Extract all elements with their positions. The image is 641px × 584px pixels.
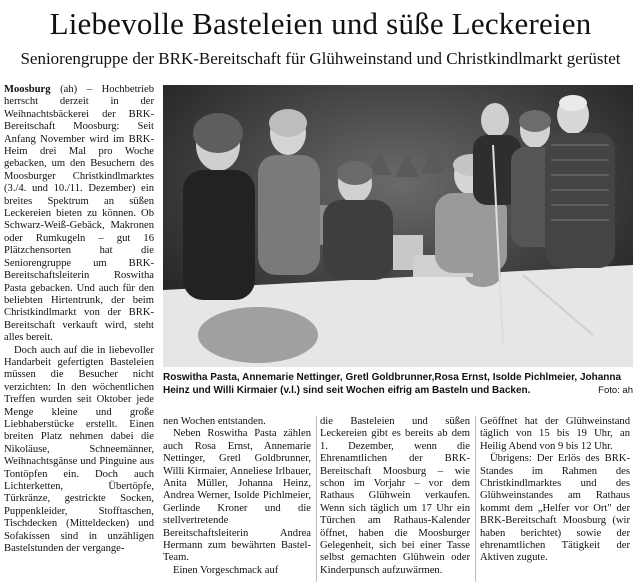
article-column-2 xyxy=(163,416,311,582)
column-divider xyxy=(316,416,317,582)
paragraph-text: (ah) – Hochbetrieb herrscht derzeit in der Weihnachtsbäckerei der BRK-Bereitschaft Moosburg: Seit Anfang November wird im BRK-Heim drei Mal pro Woche gebacken, um den Besuchern des Moosburger Christkindlmarktes (3./4. und 10./11. Dezember) ein breites Spektrum an süßen Leckereien bieten zu können. Ob Schwarz-Weiß-Gebäck, Makronen oder Rumkugeln – gut 16 Plätzchensorten hat die Seniorengruppe um BRK-Bereitschaftsleiterin Roswitha Pasta gebacken. Und auch für den beliebten Hirtentrunk, der beim Christkindlmarkt von der BRK-Bereitschaft verkauft wird, steht alles bereit. xyxy=(4,84,154,344)
paragraph: Einen Vorgeschmack auf xyxy=(173,564,279,576)
photo-illustration xyxy=(163,85,633,367)
paragraph: die Basteleien und süßen Leckereien gibt es bereits ab dem 1. Dezember, wenn die Ehrenamtlichen der BRK-Bereitschaft Moosburg – wie schon im Vorjahr – vor dem Rathaus Glühwein verkaufen. Wenn sich täglich um 17 Uhr ein Türchen am Rathaus-Kalender öffnet, haben die Moosburger Gelegenheit, sich bei einer Tasse selbst gemachten Glühwein oder Kinderpunsch aufzuwärmen. xyxy=(320,416,470,576)
subheadline: Seniorengruppe der BRK-Bereitschaft für Glühweinstand und Christkindlmarkt gerüstet xyxy=(20,49,621,68)
article-column-1 xyxy=(4,84,154,582)
paragraph: Geöffnet hat der Glühweinstand täglich von 15 bis 19 Uhr, an Heilig Abend von 9 bis 12 Uhr. xyxy=(480,416,630,452)
dateline: Moosburg xyxy=(4,84,51,95)
caption-text: Roswitha Pasta, Annemarie Nettinger, Gretl Goldbrunner,Rosa Ernst, Isolde Pichlmeier, Johanna Heinz und Willi Kirmaier (v.l.) sind seit Wochen eifrig am Basteln und Backen. xyxy=(163,372,622,396)
article-column-4 xyxy=(480,416,630,582)
article-column-3 xyxy=(320,416,470,582)
paragraph: nen Wochen entstanden. xyxy=(163,416,266,427)
column-divider xyxy=(475,416,476,582)
headline: Liebevolle Basteleien und süße Leckereien xyxy=(49,6,592,41)
paragraph: Doch auch auf die in liebevoller Handarbeit gefertigten Basteleien müssen die Besucher nicht verzichten: In den wöchentlichen Treffen wurden seit Oktober jede Menge kleine und große Liebhaberstücke erstellt. Einen breiten Platz nehmen dabei die Nikoläuse, Schneemänner, Weihnachtsgänse und Pinguine aus Tontöpfen ein. Doch auch Lichterketten, Übertöpfe, Türkränze, gestrickte Socken, Puppenkleider, Stofftaschen, Tischdecken (Mitteldecken) und Sofakissen sind in unzähligen Bastelstunden der vergange- xyxy=(4,344,154,555)
photo-credit: Foto: ah xyxy=(598,384,633,396)
paragraph: Neben Roswitha Pasta zählen auch Rosa Ernst, Annemarie Nettinger, Gretl Goldbrunner, Willi Kirmaier, Anneliese Irlbauer, Anita Müller, Johanna Heinz, Andrea Werner, Isolde Pichlmeier, Gerlinde Kroner und die stellvertretende Bereitschaftsleiterin Andrea Hermann zum bewährten Bastel-Team. xyxy=(163,428,311,564)
photo-caption xyxy=(163,372,633,397)
paragraph xyxy=(4,84,154,345)
article-photo xyxy=(163,85,633,367)
paragraph: Übrigens: Der Erlös des BRK-Standes im Rahmen des Christkindlmarktes und des Glühweinstandes am Rathaus kommt dem „Helfer vor Ort" der BRK-Bereitschaft Moosburg (wir haben berichtet) sowie der ehrenamtlichen Tätigkeit der Aktiven zugute. xyxy=(480,453,630,564)
